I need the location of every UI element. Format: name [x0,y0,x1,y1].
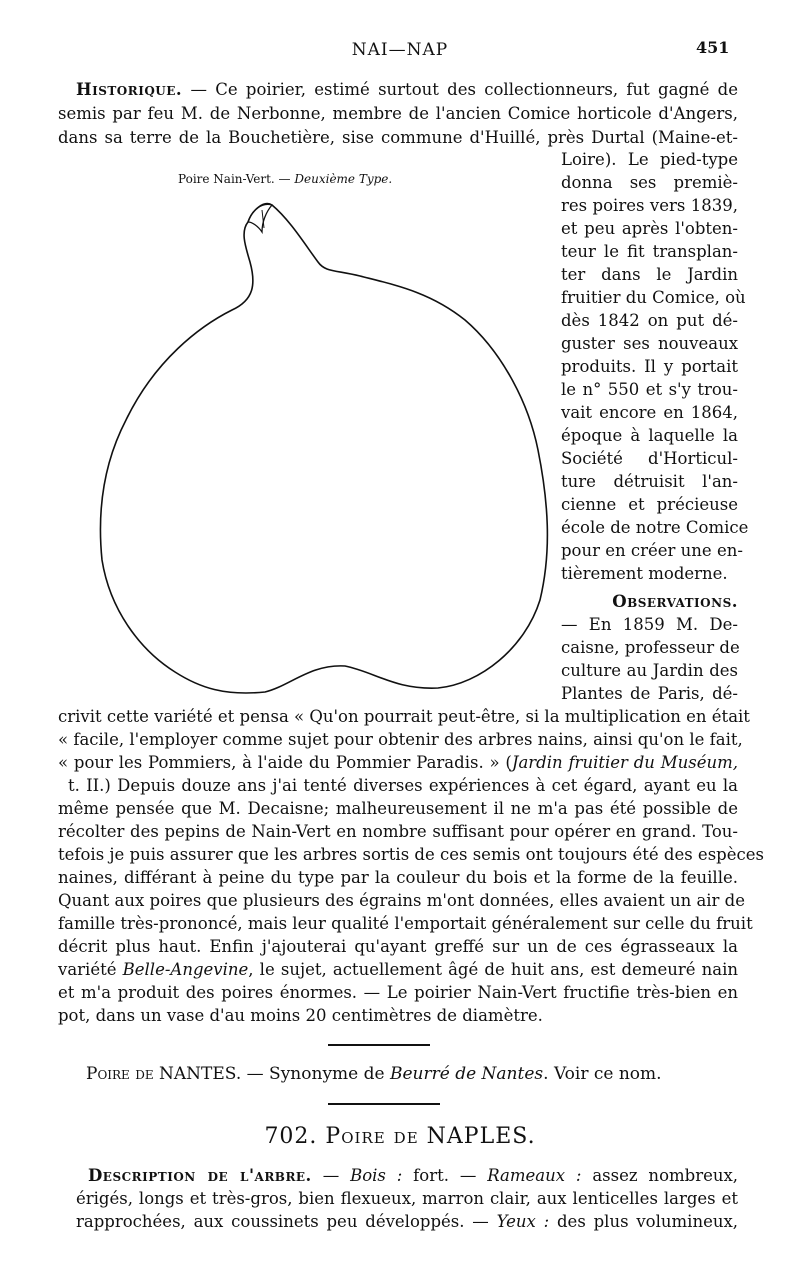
column-line: ture détruisit l'an- [561,472,738,491]
variety-name: Belle-Angevine [122,960,249,979]
historique-line-2: semis par feu M. de Nerbonne, membre de l'ancien Comice horticole d'Angers, [58,104,738,123]
synonym-target: Beurré de Nantes [389,1064,544,1084]
observations-line-10: famille très-prononcé, mais leur qualité l'emportait généralement sur celle du fruit [58,914,753,933]
observations-line-6: récolter des pepins de Nain-Vert en nombre suffisant pour opérer en grand. Tou- [58,822,738,841]
column-line: tièrement moderne. [561,564,728,583]
column-line: Société d'Horticul- [561,449,738,468]
column-line: le n° 550 et s'y trou- [561,380,738,399]
running-title: NAI—NAP [351,40,449,60]
synonym-mid: — Synonyme de [246,1064,385,1084]
column-line: pour en créer une en- [561,541,743,560]
column-line: produits. Il y portait [561,357,738,376]
description-line-1 [88,1164,738,1187]
observations-line-11: décrit plus haut. Enfin j'ajouterai qu'ayant greffé sur un de ces égrasseaux la [58,937,738,956]
observations-line-12 [58,958,738,981]
observations-line-3 [58,751,738,774]
column-line: école de notre Comice [561,518,749,537]
column-line: Loire). Le pied-type [561,150,738,169]
page-number: 451 [696,38,730,57]
synonym-prefix: Poire de [86,1064,154,1084]
observations-line-9: Quant aux poires que plusieurs des égrains m'ont données, elles avaient un air de [58,891,746,910]
citation-title: Jardin fruitier du Muséum, [511,753,738,772]
column-line: ter dans le Jardin [561,265,738,284]
column-line: teur le fit transplan- [561,242,738,261]
column-line: donna ses premiè- [561,173,738,192]
column-line: fruitier du Comice, où [561,288,746,307]
divider-rule [328,1103,440,1105]
variety-prefix: variété [58,960,117,979]
bois-text: fort. — [413,1166,477,1185]
column-line: res poires vers 1839, [561,196,738,215]
historique-heading: Historique. [76,80,183,99]
column-line: guster ses nouveaux [561,334,738,353]
yeux-label: Yeux : [496,1212,550,1231]
description-heading: Description de l'arbre. [88,1166,312,1185]
synonym-end: . Voir ce nom. [543,1064,662,1084]
section-prefix: Poire de [325,1124,419,1149]
description-line-2: érigés, longs et très-gros, bien flexueux, marron clair, aux lenticelles larges et [76,1189,738,1208]
figure-caption-italic: Deuxième Type. [294,172,393,186]
observations-line-7: tefois je puis assurer que les arbres sortis de ces semis ont toujours été des espèces [58,845,764,864]
observations-line-3-start: « pour les Pommiers, à l'aide du Pommier Paradis. » ( [58,753,512,772]
section-number: 702. [264,1124,318,1149]
column-line: culture au Jardin des [561,661,738,680]
bois-label: Bois : [350,1166,403,1185]
historique-text: — Ce poirier, estimé surtout des collectionneurs, fut gagné de [190,80,738,99]
column-line: cienne et précieuse [561,495,738,514]
observations-line-1: crivit cette variété et pensa « Qu'on pourrait peut-être, si la multiplication en était [58,707,750,726]
observations-line-2: « facile, l'employer comme sujet pour obtenir des arbres nains, ainsi qu'on le fait, [58,730,743,749]
column-line: dès 1842 on put dé- [561,311,738,330]
description-line-3 [76,1210,738,1233]
rameaux-text: assez nombreux, [592,1166,739,1185]
observations-line-14: pot, dans un vase d'au moins 20 centimètres de diamètre. [58,1006,543,1025]
yeux-text: des plus volumineux, [557,1212,739,1231]
divider-rule [328,1044,430,1046]
column-line: Plantes de Paris, dé- [561,684,738,703]
synonym-entry [86,1064,662,1084]
observations-line-5: même pensée que M. Decaisne; malheureusement il ne m'a pas été possible de [58,799,738,818]
column-line: et peu après l'obten- [561,219,738,238]
section-name: NAPLES. [426,1124,536,1149]
column-line: caisne, professeur de [561,638,740,657]
variety-rest: , le sujet, actuellement âgé de huit ans, est demeuré nain [248,960,739,979]
observations-line-4: t. II.) Depuis douze ans j'ai tenté diverses expériences à cet égard, ayant eu la [68,776,738,795]
column-line: vait encore en 1864, [561,403,738,422]
pear-outline [100,204,547,693]
synonym-name: NANTES. [159,1064,242,1084]
rameaux-label: Rameaux : [487,1166,582,1185]
dash: — [322,1166,340,1185]
description-line-3-start: rapprochées, aux coussinets peu développés. — [76,1212,489,1231]
figure-caption-prefix: Poire Nain-Vert. — [178,172,291,186]
section-title [0,1124,800,1149]
observations-line-8: naines, différant à peine du type par la couleur du bois et la forme de la feuille. [58,868,738,887]
observations-line-13: et m'a produit des poires énormes. — Le poirier Nain-Vert fructifie très-bien en [58,983,738,1002]
historique-line-3: dans sa terre de la Bouchetière, sise commune d'Huillé, près Durtal (Maine-et- [58,128,738,147]
column-line: — En 1859 M. De- [561,615,738,634]
observations-heading: Observations. [612,592,738,611]
column-line: époque à laquelle la [561,426,738,445]
pear-stalk-end [248,204,272,232]
